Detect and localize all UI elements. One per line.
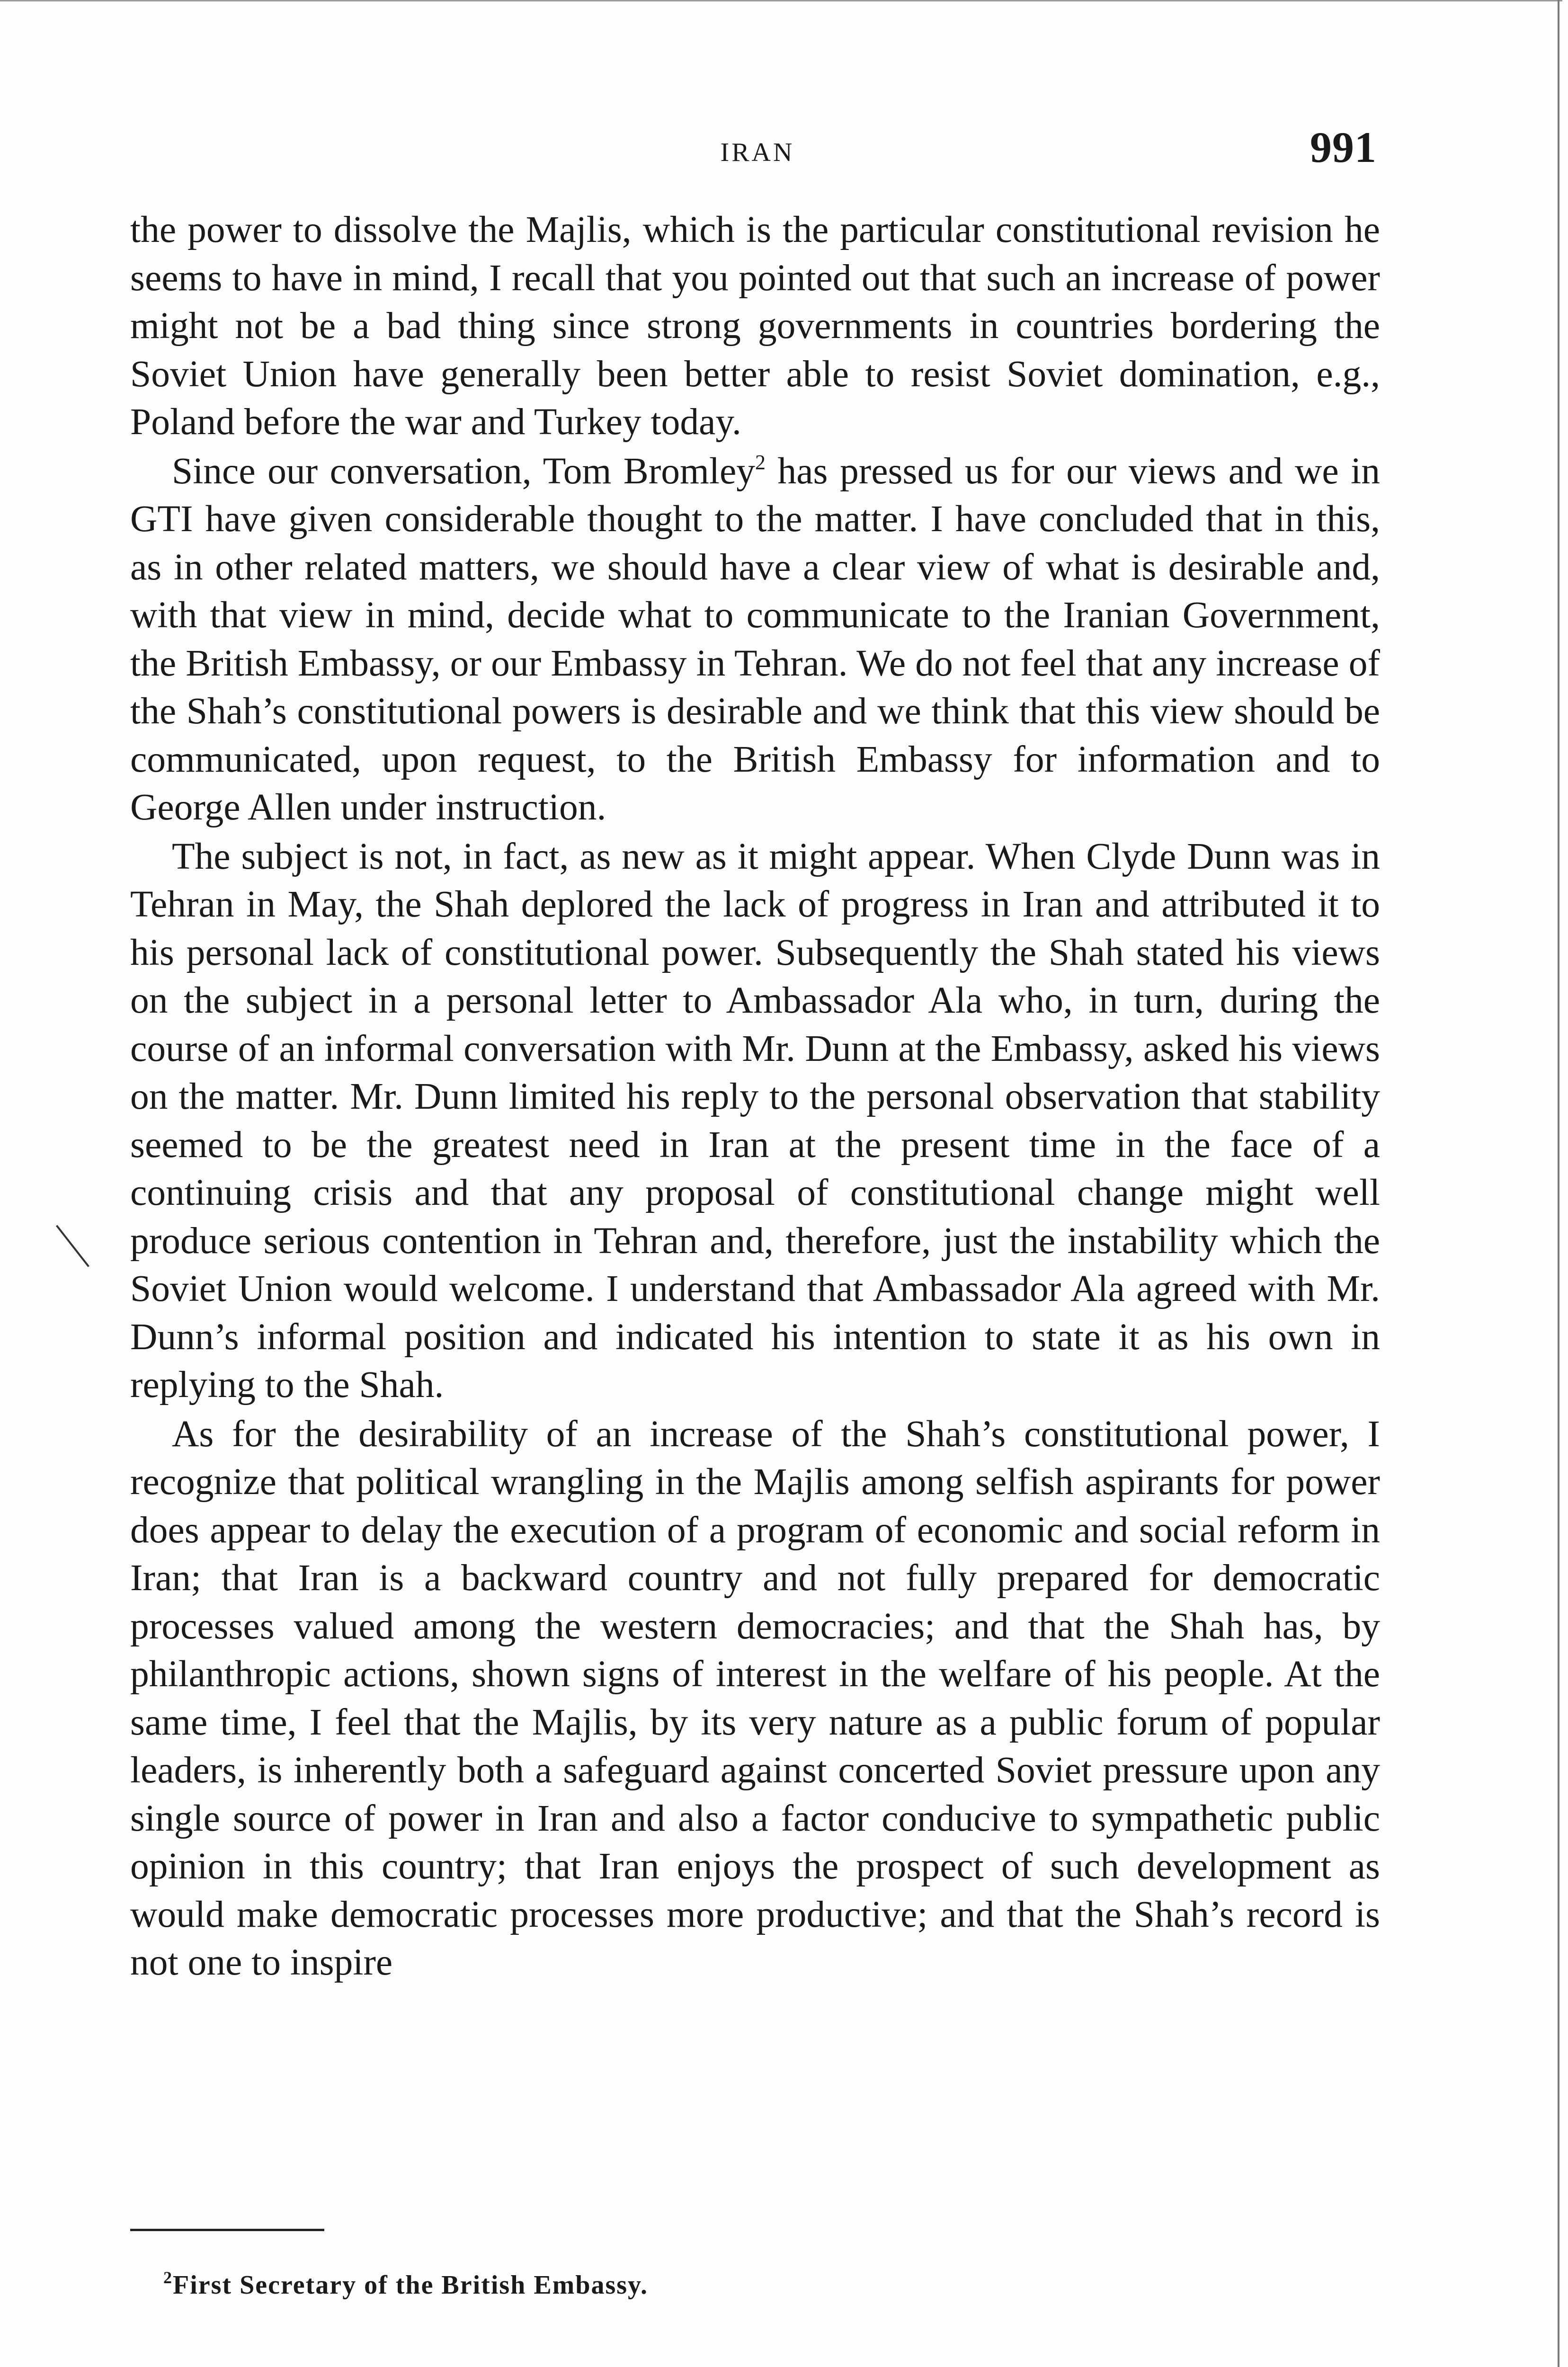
footnote-text: First Secretary of the British Embassy.	[173, 2270, 648, 2300]
paragraph-desirability: As for the desirability of an increase of the Shah’s constitutional power, I recognize that political wrangling in the Majlis among selfish aspirants for power does appear to delay the execution of a program of economic and social reform in Iran; that Iran is a backward country and not fully prepared for democratic processes valued among the western democracies; and that the Shah has, by philanthropic actions, shown signs of interest in the welfare of his people. At the same time, I feel that the Majlis, by its very nature as a public forum of popular leaders, is inherently both a safeguard against concerted Soviet pressure upon any single source of power in Iran and also a factor conducive to sympathetic public opinion in this country; that Iran enjoys the prospect of such development as would make democratic processes more productive; and that the Shah’s record is not one to inspire	[130, 1413, 1380, 1983]
footnote-rule	[130, 2229, 324, 2231]
page-number: 991	[1310, 123, 1377, 171]
paragraph-continued: the power to dissolve the Majlis, which is the particular constitutional revision he seems to have in mind, I recall that you pointed out that such an increase of power might not be a bad thing since strong governments in countries bordering the Soviet Union have generally been better able to resist Soviet domination, e.g., Poland before the war and Turkey today.	[130, 209, 1380, 443]
body-text	[130, 206, 1380, 1987]
footnote-reference: 2	[755, 450, 766, 474]
paragraph-bromley	[130, 447, 1380, 832]
paragraph-dunn: The subject is not, in fact, as new as it might appear. When Clyde Dunn was in Tehran in May, the Shah deplored the lack of progress in Iran and attributed it to his personal lack of constitutional power. Subsequently the Shah stated his views on the subject in a personal letter to Ambassador Ala who, in turn, during the course of an informal conversation with Mr. Dunn at the Embassy, asked his views on the matter. Mr. Dunn limited his reply to the personal observation that stability seemed to be the greatest need in Iran at the present time in the face of a continuing crisis and that any proposal of constitutional change might well produce serious contention in Tehran and, therefore, just the instability which the Soviet Union would welcome. I understand that Ambassador Ala agreed with Mr. Dunn’s informal position and indicated his intention to state it as his own in replying to the Shah.	[130, 835, 1380, 1406]
footnote	[163, 2270, 648, 2300]
footnote-number: 2	[163, 2268, 173, 2287]
page-top-edge	[0, 0, 1562, 1]
running-head: IRAN	[720, 138, 795, 167]
margin-pencil-mark	[56, 1225, 89, 1267]
page-right-edge	[1558, 0, 1559, 2367]
paragraph-bromley-rest: has pressed us for our views and we in GTI have given considerable thought to the matter. I have concluded that in this, as in other related matters, we should have a clear view of what is desirable and, with that view in mind, decide what to communicate to the Iranian Government, the British Embassy, or our Embassy in Tehran. We do not feel that any increase of the Shah’s constitutional powers is desirable and we think that this view should be communicated, upon request, to the British Embassy for information and to George Allen under instruction.	[130, 450, 1380, 828]
paragraph-bromley-start: Since our conversation, Tom Bromley	[172, 450, 756, 492]
